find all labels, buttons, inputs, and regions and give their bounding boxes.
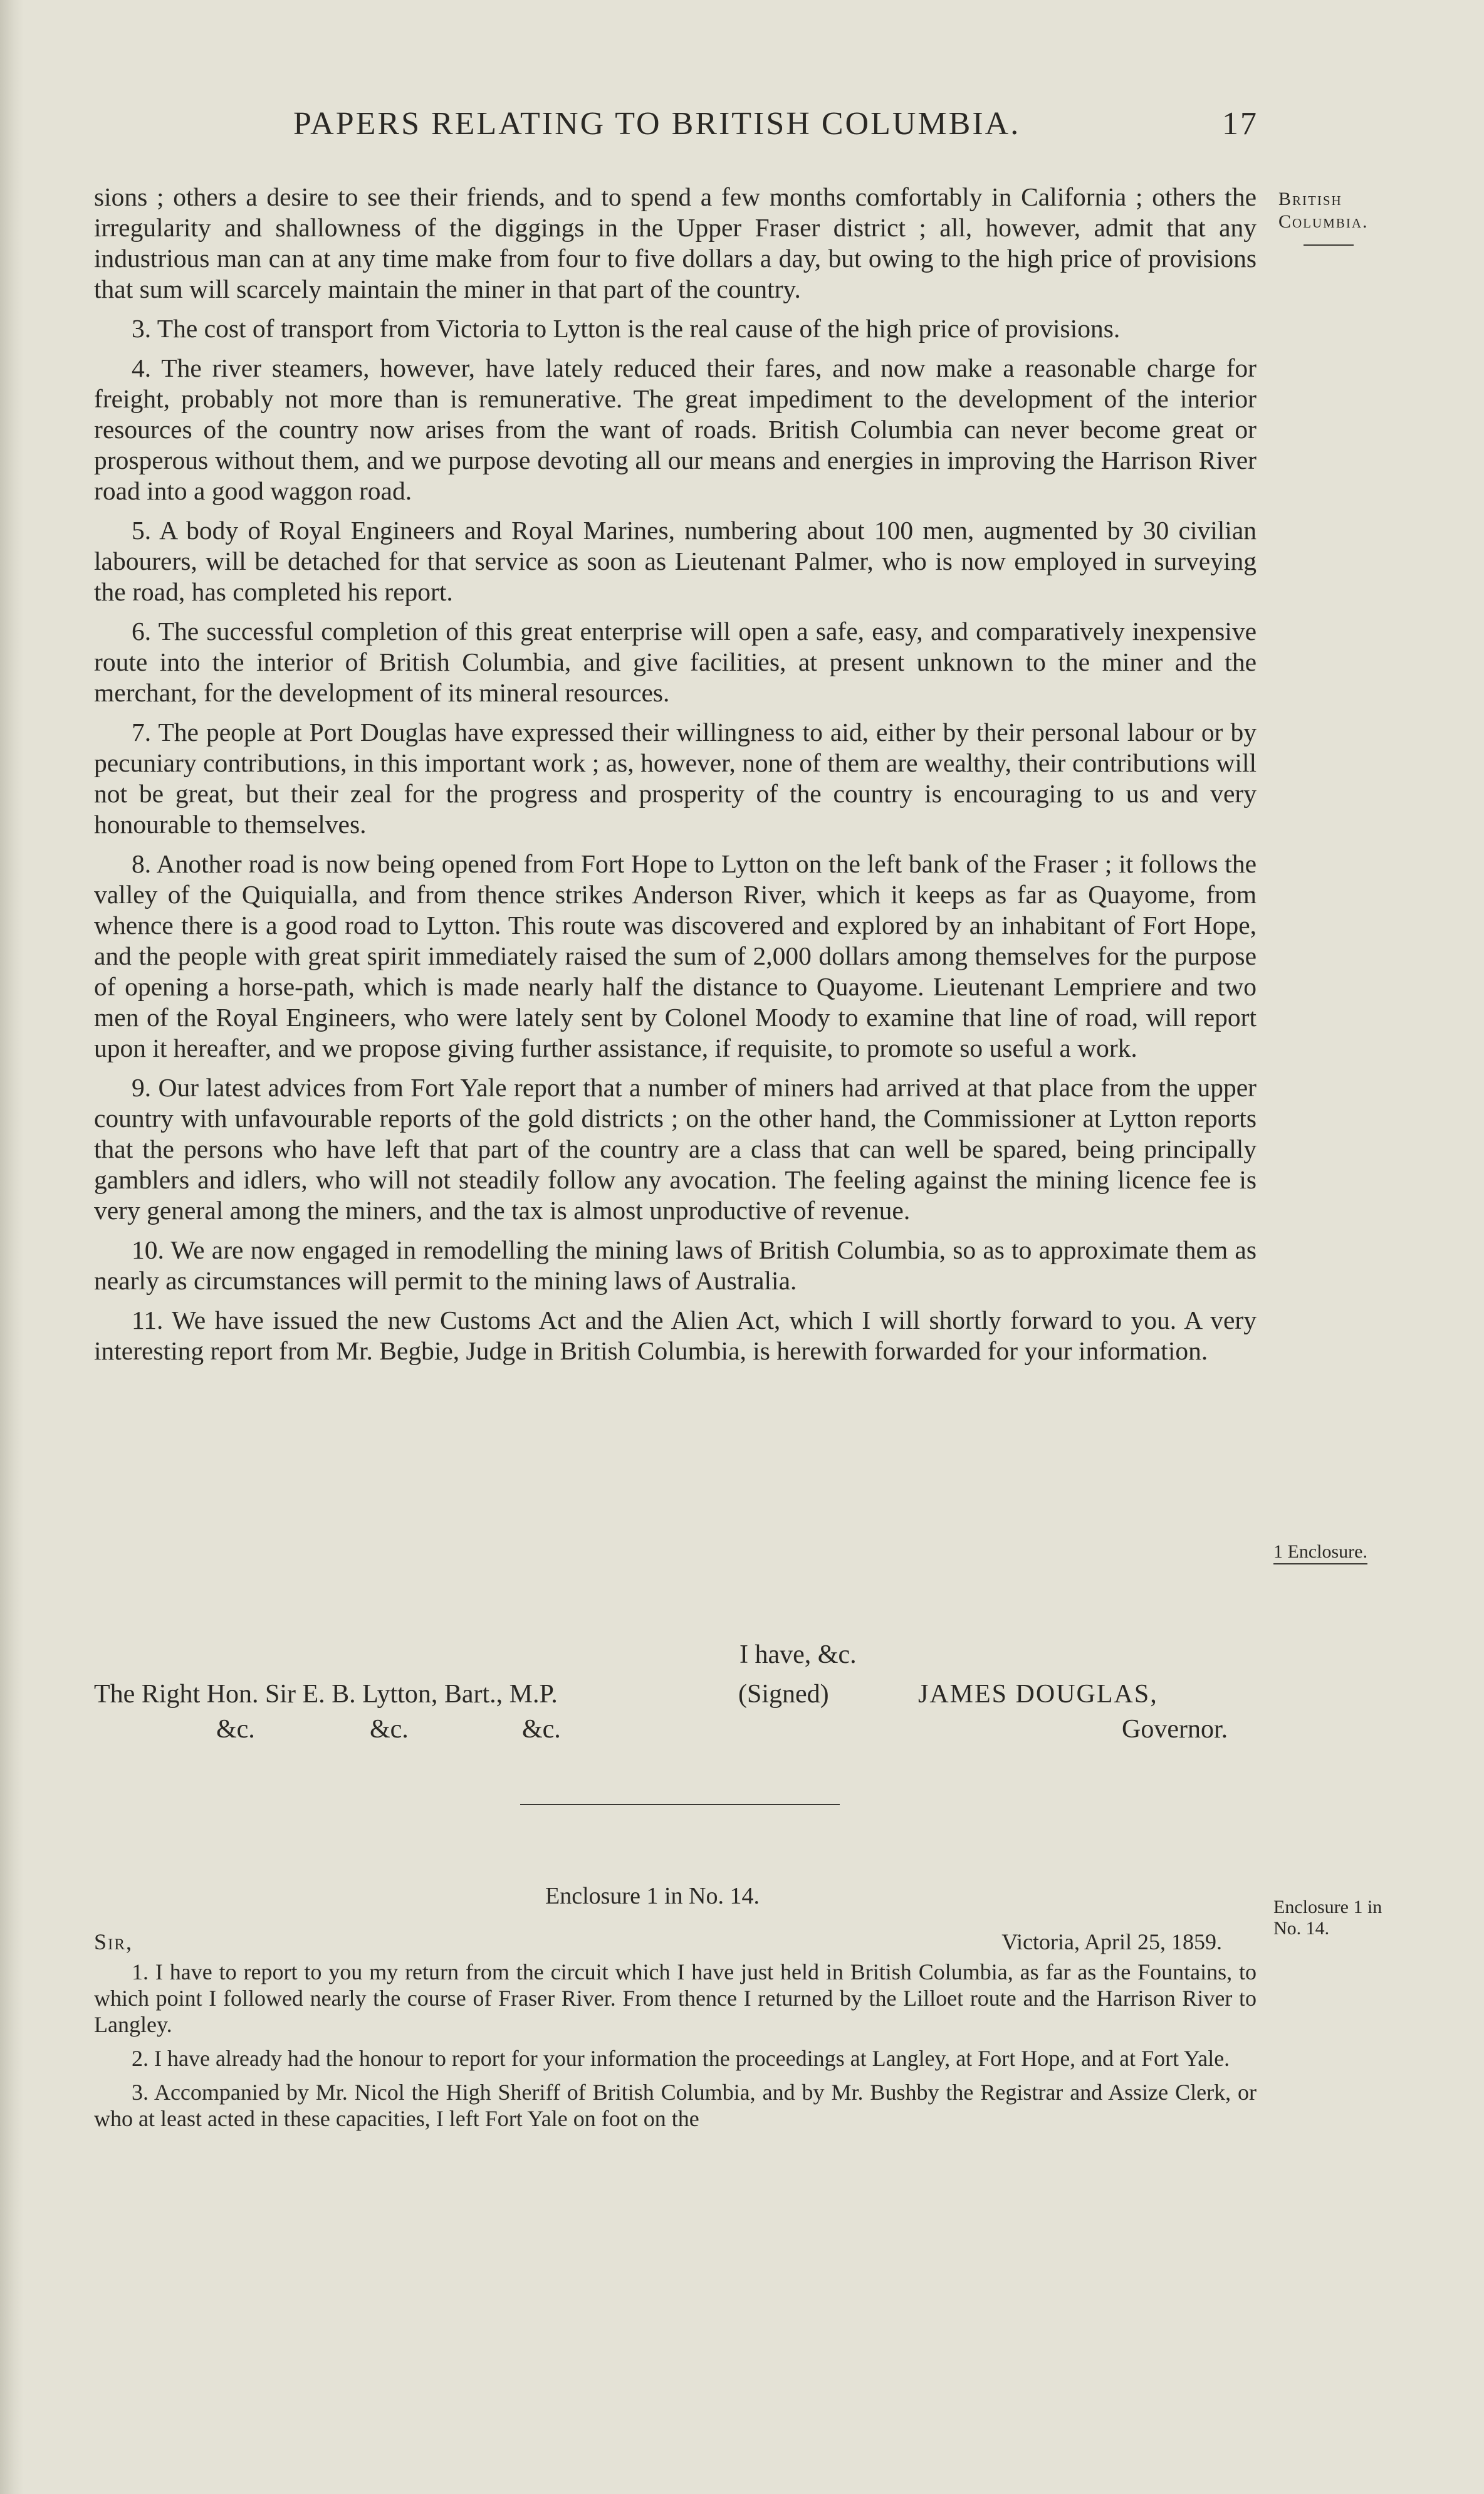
margin-enclosure-no-line-1: Enclosure 1 in xyxy=(1273,1897,1382,1917)
enclosure-paragraph-1: 1. I have to report to you my return from the circuit which I have just held in British Columbia, as far as the Fountains, to which point I followed nearly the course of Fraser River. From thence I returned by the Lilloet route and the Harrison River to Langley. xyxy=(94,1959,1257,2037)
margin-note-enclosure xyxy=(1273,1541,1367,1564)
margin-enclosure-no-line-2: No. 14. xyxy=(1273,1918,1330,1939)
section-divider xyxy=(520,1804,840,1805)
paragraph-10: 10. We are now engaged in remodelling the mining laws of British Columbia, so as to approximate them as nearly as circumstances will permit to the mining laws of Australia. xyxy=(94,1235,1257,1295)
closing-line: I have, &c. xyxy=(739,1640,857,1669)
enclosure-paragraph-3: 3. Accompanied by Mr. Nicol the High Sheriff of British Columbia, and by Mr. Bushby the Registrar and Assize Clerk, or who at least acted in these capacities, I left Fort Yale on foot on the xyxy=(94,2080,1257,2131)
enclosure-salutation: Sir, xyxy=(94,1929,133,1954)
etc-1: &c. xyxy=(216,1715,255,1744)
etc-3: &c. xyxy=(522,1715,561,1744)
margin-note-enclosure-number xyxy=(1273,1897,1382,1939)
margin-enclosure-ref: 1 Enclosure. xyxy=(1273,1541,1367,1564)
header-title: PAPERS RELATING TO BRITISH COLUMBIA. xyxy=(293,106,1021,142)
enclosure-paragraph-2: 2. I have already had the honour to report for your information the proceedings at Langley, at Fort Hope, and at Fort Yale. xyxy=(132,2046,1230,2071)
margin-british: British xyxy=(1278,189,1342,209)
paragraph-9: 9. Our latest advices from Fort Yale report that a number of miners had arrived at that place from the upper country with unfavourable reports of the gold districts ; on the other hand, the Commissioner at Lytton reports that the persons who have left that part of the country are a class that can well be spared, being principally gamblers and idlers, who will not steadily follow any avocation. The feeling against the mining licence fee is very general among the miners, and the tax is almost unproductive of revenue. xyxy=(94,1073,1257,1225)
enclosure-place-date: Victoria, April 25, 1859. xyxy=(1001,1929,1222,1954)
page-number: 17 xyxy=(1222,106,1258,142)
paragraph-7: 7. The people at Port Douglas have expressed their willingness to aid, either by their personal labour or by pecuniary contributions, in this important work ; as, however, none of them are wealthy, their contributions will not be great, but their zeal for the progress and prosperity of the country is encouraging to us and very honourable to themselves. xyxy=(94,718,1257,839)
enclosure-title: Enclosure 1 in No. 14. xyxy=(545,1883,760,1909)
signatory-role: Governor. xyxy=(1122,1715,1228,1744)
signed-label: (Signed) xyxy=(738,1680,829,1709)
signatory-name: JAMES DOUGLAS, xyxy=(918,1680,1158,1709)
margin-rule xyxy=(1304,244,1354,246)
paragraph-6: 6. The successful completion of this great enterprise will open a safe, easy, and comparatively inexpensive route into the interior of British Columbia, and give facilities, at present unknown to the miner and the merchant, for the development of its mineral resources. xyxy=(94,617,1257,707)
enclosure-body xyxy=(94,1929,1257,2139)
paragraph-3: 3. The cost of transport from Victoria to Lytton is the real cause of the high price of provisions. xyxy=(132,314,1121,343)
margin-note-british-columbia xyxy=(1278,188,1369,246)
paragraph-5: 5. A body of Royal Engineers and Royal Marines, numbering about 100 men, augmented by 30 civilian labourers, will be detached for that service as soon as Lieutenant Palmer, who is now employed in surveying the road, has completed his report. xyxy=(94,516,1257,606)
etc-2: &c. xyxy=(370,1715,409,1744)
paragraph-11: 11. We have issued the new Customs Act and the Alien Act, which I will shortly forward to you. A very interesting report from Mr. Begbie, Judge in British Columbia, is herewith forwarded for your information. xyxy=(94,1306,1257,1365)
letter-body xyxy=(94,182,1257,1375)
addressee-line: The Right Hon. Sir E. B. Lytton, Bart., M.P. xyxy=(94,1680,558,1709)
margin-columbia: Columbia. xyxy=(1278,211,1369,232)
paragraph-4: 4. The river steamers, however, have lately reduced their fares, and now make a reasonable charge for freight, probably not more than is remunerative. The great impediment to the development of the interior resources of the country now arises from the want of roads. British Columbia can never become great or prosperous without them, and we purpose devoting all our means and energies in improving the Harrison River road into a good waggon road. xyxy=(94,354,1257,505)
paragraph-continued: sions ; others a desire to see their friends, and to spend a few months comfortably in California ; others the irregularity and shallowness of the diggings in the Upper Fraser district ; all, however, admit that any industrious man can at any time make from four to five dollars a day, but owing to the high price of provisions that sum will scarcely maintain the miner in that part of the country. xyxy=(94,182,1257,303)
paragraph-8: 8. Another road is now being opened from Fort Hope to Lytton on the left bank of the Fraser ; it follows the valley of the Quiquialla, and from thence strikes Anderson River, which it keeps as far as Quayome, from whence there is a good road to Lytton. This route was discovered and explored by an inhabitant of Fort Hope, and the people with great spirit immediately raised the sum of 2,000 dollars among themselves for the purpose of opening a horse-path, which is made nearly half the distance to Quayome. Lieutenant Lempriere and two men of the Royal Engineers, who were lately sent by Colonel Moody to examine that line of road, will report upon it hereafter, and we propose giving further assistance, if requisite, to promote so useful a work. xyxy=(94,849,1257,1062)
page-spine-shadow xyxy=(0,0,24,2494)
enclosure-heading-row xyxy=(94,1929,1257,1955)
